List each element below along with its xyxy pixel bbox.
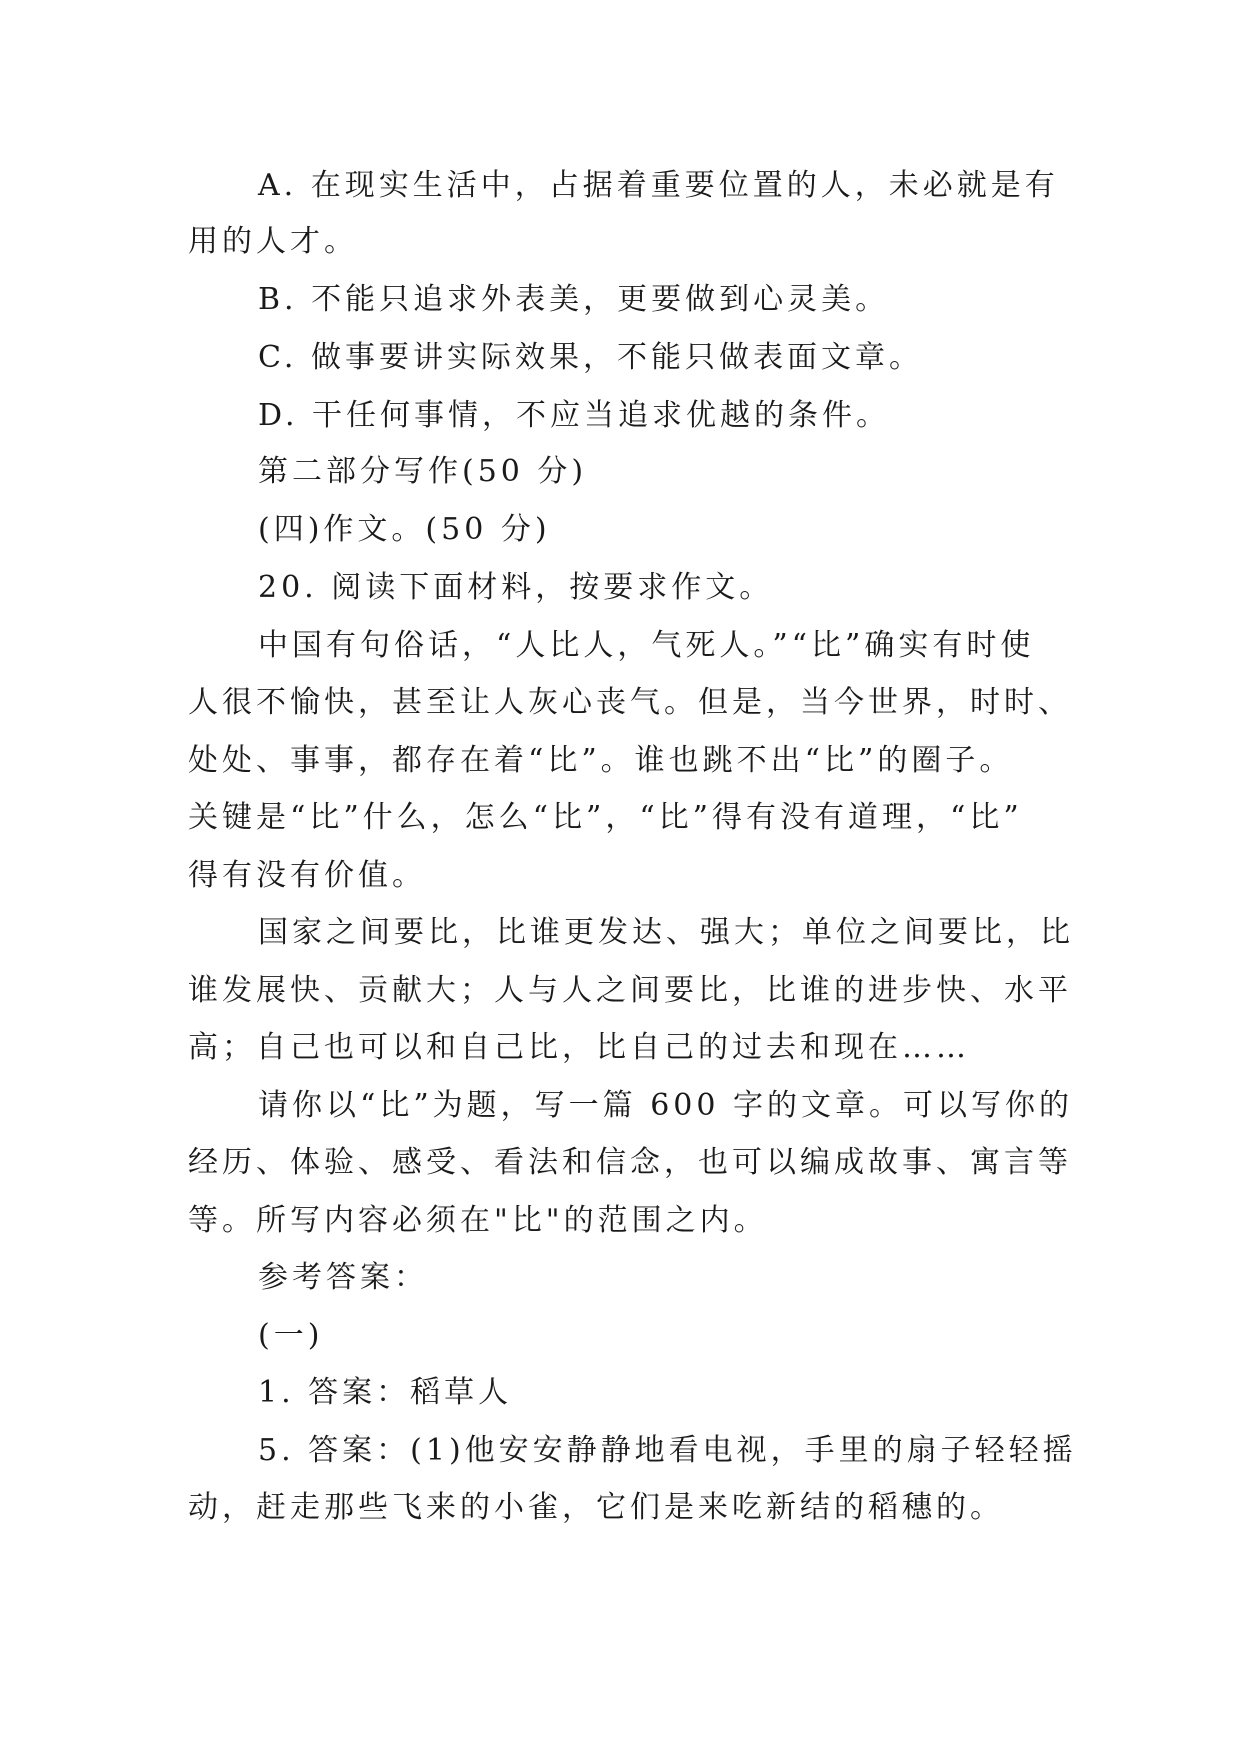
question-20: 20. 阅读下面材料，按要求作文。 <box>258 570 774 605</box>
answer-5-line-2: 动，赶走那些飞来的小雀，它们是来吃新结的稻穗的。 <box>188 1490 1004 1525</box>
material-paragraph-2-line-3: 高；自己也可以和自己比，比自己的过去和现在…… <box>188 1030 970 1065</box>
material-paragraph-1-line-1: 中国有句俗话，“人比人，气死人。”“比”确实有时使 <box>258 628 1035 663</box>
option-a-line-2: 用的人才。 <box>188 224 358 259</box>
material-paragraph-1-line-5: 得有没有价值。 <box>188 858 426 893</box>
essay-instruction-line-2: 经历、体验、感受、看法和信念，也可以编成故事、寓言等 <box>188 1145 1072 1180</box>
option-b: B. 不能只追求外表美，更要做到心灵美。 <box>258 282 890 317</box>
material-paragraph-2-line-2: 谁发展快、贡献大；人与人之间要比，比谁的进步快、水平 <box>188 973 1072 1008</box>
answer-part-one-label: (一) <box>258 1318 324 1353</box>
answer-5-line-1: 5. 答案：(1)他安安静静地看电视，手里的扇子轻轻摇 <box>258 1433 1077 1468</box>
material-paragraph-1-line-3: 处处、事事，都存在着“比”。谁也跳不出“比”的圈子。 <box>188 743 1014 778</box>
essay-instruction-line-1: 请你以“比”为题，写一篇 600 字的文章。可以写你的 <box>258 1088 1074 1123</box>
answer-1: 1. 答案：稻草人 <box>258 1375 513 1410</box>
material-paragraph-1-line-2: 人很不愉快，甚至让人灰心丧气。但是，当今世界，时时、 <box>188 685 1072 720</box>
option-a-line-1: A. 在现实生活中，占据着重要位置的人，未必就是有 <box>258 168 1059 203</box>
reference-answers-heading: 参考答案： <box>258 1260 428 1295</box>
material-paragraph-2-line-1: 国家之间要比，比谁更发达、强大；单位之间要比，比 <box>258 915 1074 950</box>
section-heading-writing: 第二部分写作(50 分) <box>258 454 588 489</box>
material-paragraph-1-line-4: 关键是“比”什么，怎么“比”，“比”得有没有道理，“比” <box>188 800 1023 835</box>
option-d: D. 干任何事情，不应当追求优越的条件。 <box>258 398 891 433</box>
subsection-heading-essay: (四)作文。(50 分) <box>258 512 551 547</box>
option-c: C. 做事要讲实际效果，不能只做表面文章。 <box>258 340 923 375</box>
essay-instruction-line-3: 等。所写内容必须在"比"的范围之内。 <box>188 1203 768 1238</box>
